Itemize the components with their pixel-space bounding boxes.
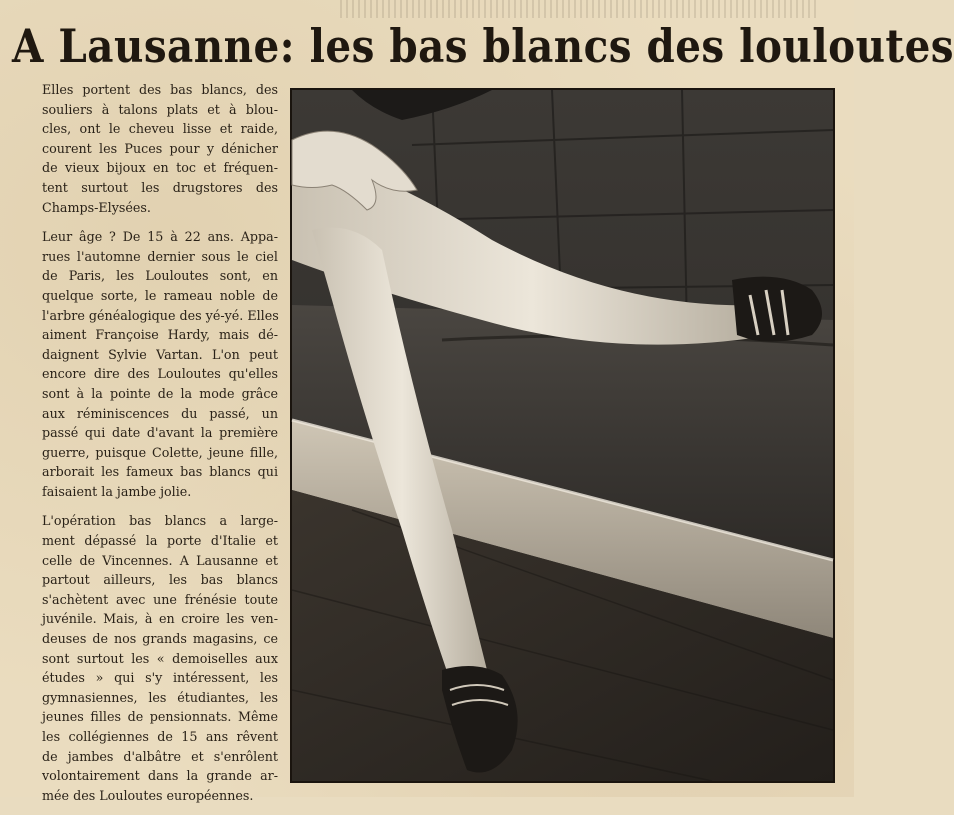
article-body [28,80,278,815]
text-line: volontairement dans la grande ar- [42,768,278,784]
text-line: celle de Vincennes. A Lausanne et [42,552,278,568]
text-line: souliers à talons plats et à blou- [42,101,278,117]
article-photo [290,88,835,783]
text-line: aux réminiscences du passé, un [42,405,278,421]
text-line: faisaient la jambe jolie. [42,483,192,499]
paragraph-2 [28,227,278,501]
text-line: passé qui date d'avant la première [42,425,278,441]
text-line: mée des Louloutes européennes. [42,787,254,803]
text-line: sont à la pointe de la mode grâce [42,385,278,401]
text-line: ment dépassé la porte d'Italie et [42,533,278,549]
text-line: L'opération bas blancs a large- [42,513,278,529]
text-line: arborait les fameux bas blancs qui [42,464,278,480]
text-line: études » qui s'y intéressent, les [42,670,278,686]
text-line: courent les Puces pour y dénicher [42,140,278,156]
text-line: jeunes filles de pensionnats. Même [42,709,278,725]
text-line: quelque sorte, le rameau noble de [42,287,278,303]
legs-on-sofa-photo [292,90,833,781]
paragraph-1 [28,80,278,217]
text-line: partout ailleurs, les bas blancs [42,572,278,588]
text-line: l'arbre généalogique des yé-yé. Elles [42,307,279,323]
text-line: gymnasiennes, les étudiantes, les [42,689,278,705]
text-line: encore dire des Louloutes qu'elles [42,366,278,382]
text-line: rues l'automne dernier sous le ciel [42,248,278,264]
text-line: tent surtout les drugstores des [42,179,278,195]
text-line: de vieux bijoux en toc et fréquen- [42,160,278,176]
text-line: les collégiennes de 15 ans rêvent [42,729,278,744]
text-line: de jambes d'albâtre et s'enrôlent [42,748,278,764]
headline: A Lausanne: les bas blancs des louloutes [12,19,954,73]
text-line: sont surtout les « demoiselles aux [42,650,278,666]
text-line: cles, ont le cheveu lisse et raide, [42,121,278,137]
text-line: juvénile. Mais, à en croire les ven- [42,611,278,627]
text-line: deuses de nos grands magasins, ce [42,631,278,647]
text-line: guerre, puisque Colette, jeune fille, [42,444,278,460]
text-line: aiment Françoise Hardy, mais dé- [42,327,278,343]
text-line: Champs-Elysées. [42,199,151,215]
text-line: Elles portent des bas blancs, des [42,82,278,97]
text-line: daignent Sylvie Vartan. L'on peut [42,346,278,362]
text-line: s'achètent avec une frénésie toute [42,591,278,607]
paragraph-3 [28,511,278,805]
text-line: Leur âge ? De 15 à 22 ans. Appa- [42,229,278,245]
text-line: de Paris, les Louloutes sont, en [42,268,278,284]
